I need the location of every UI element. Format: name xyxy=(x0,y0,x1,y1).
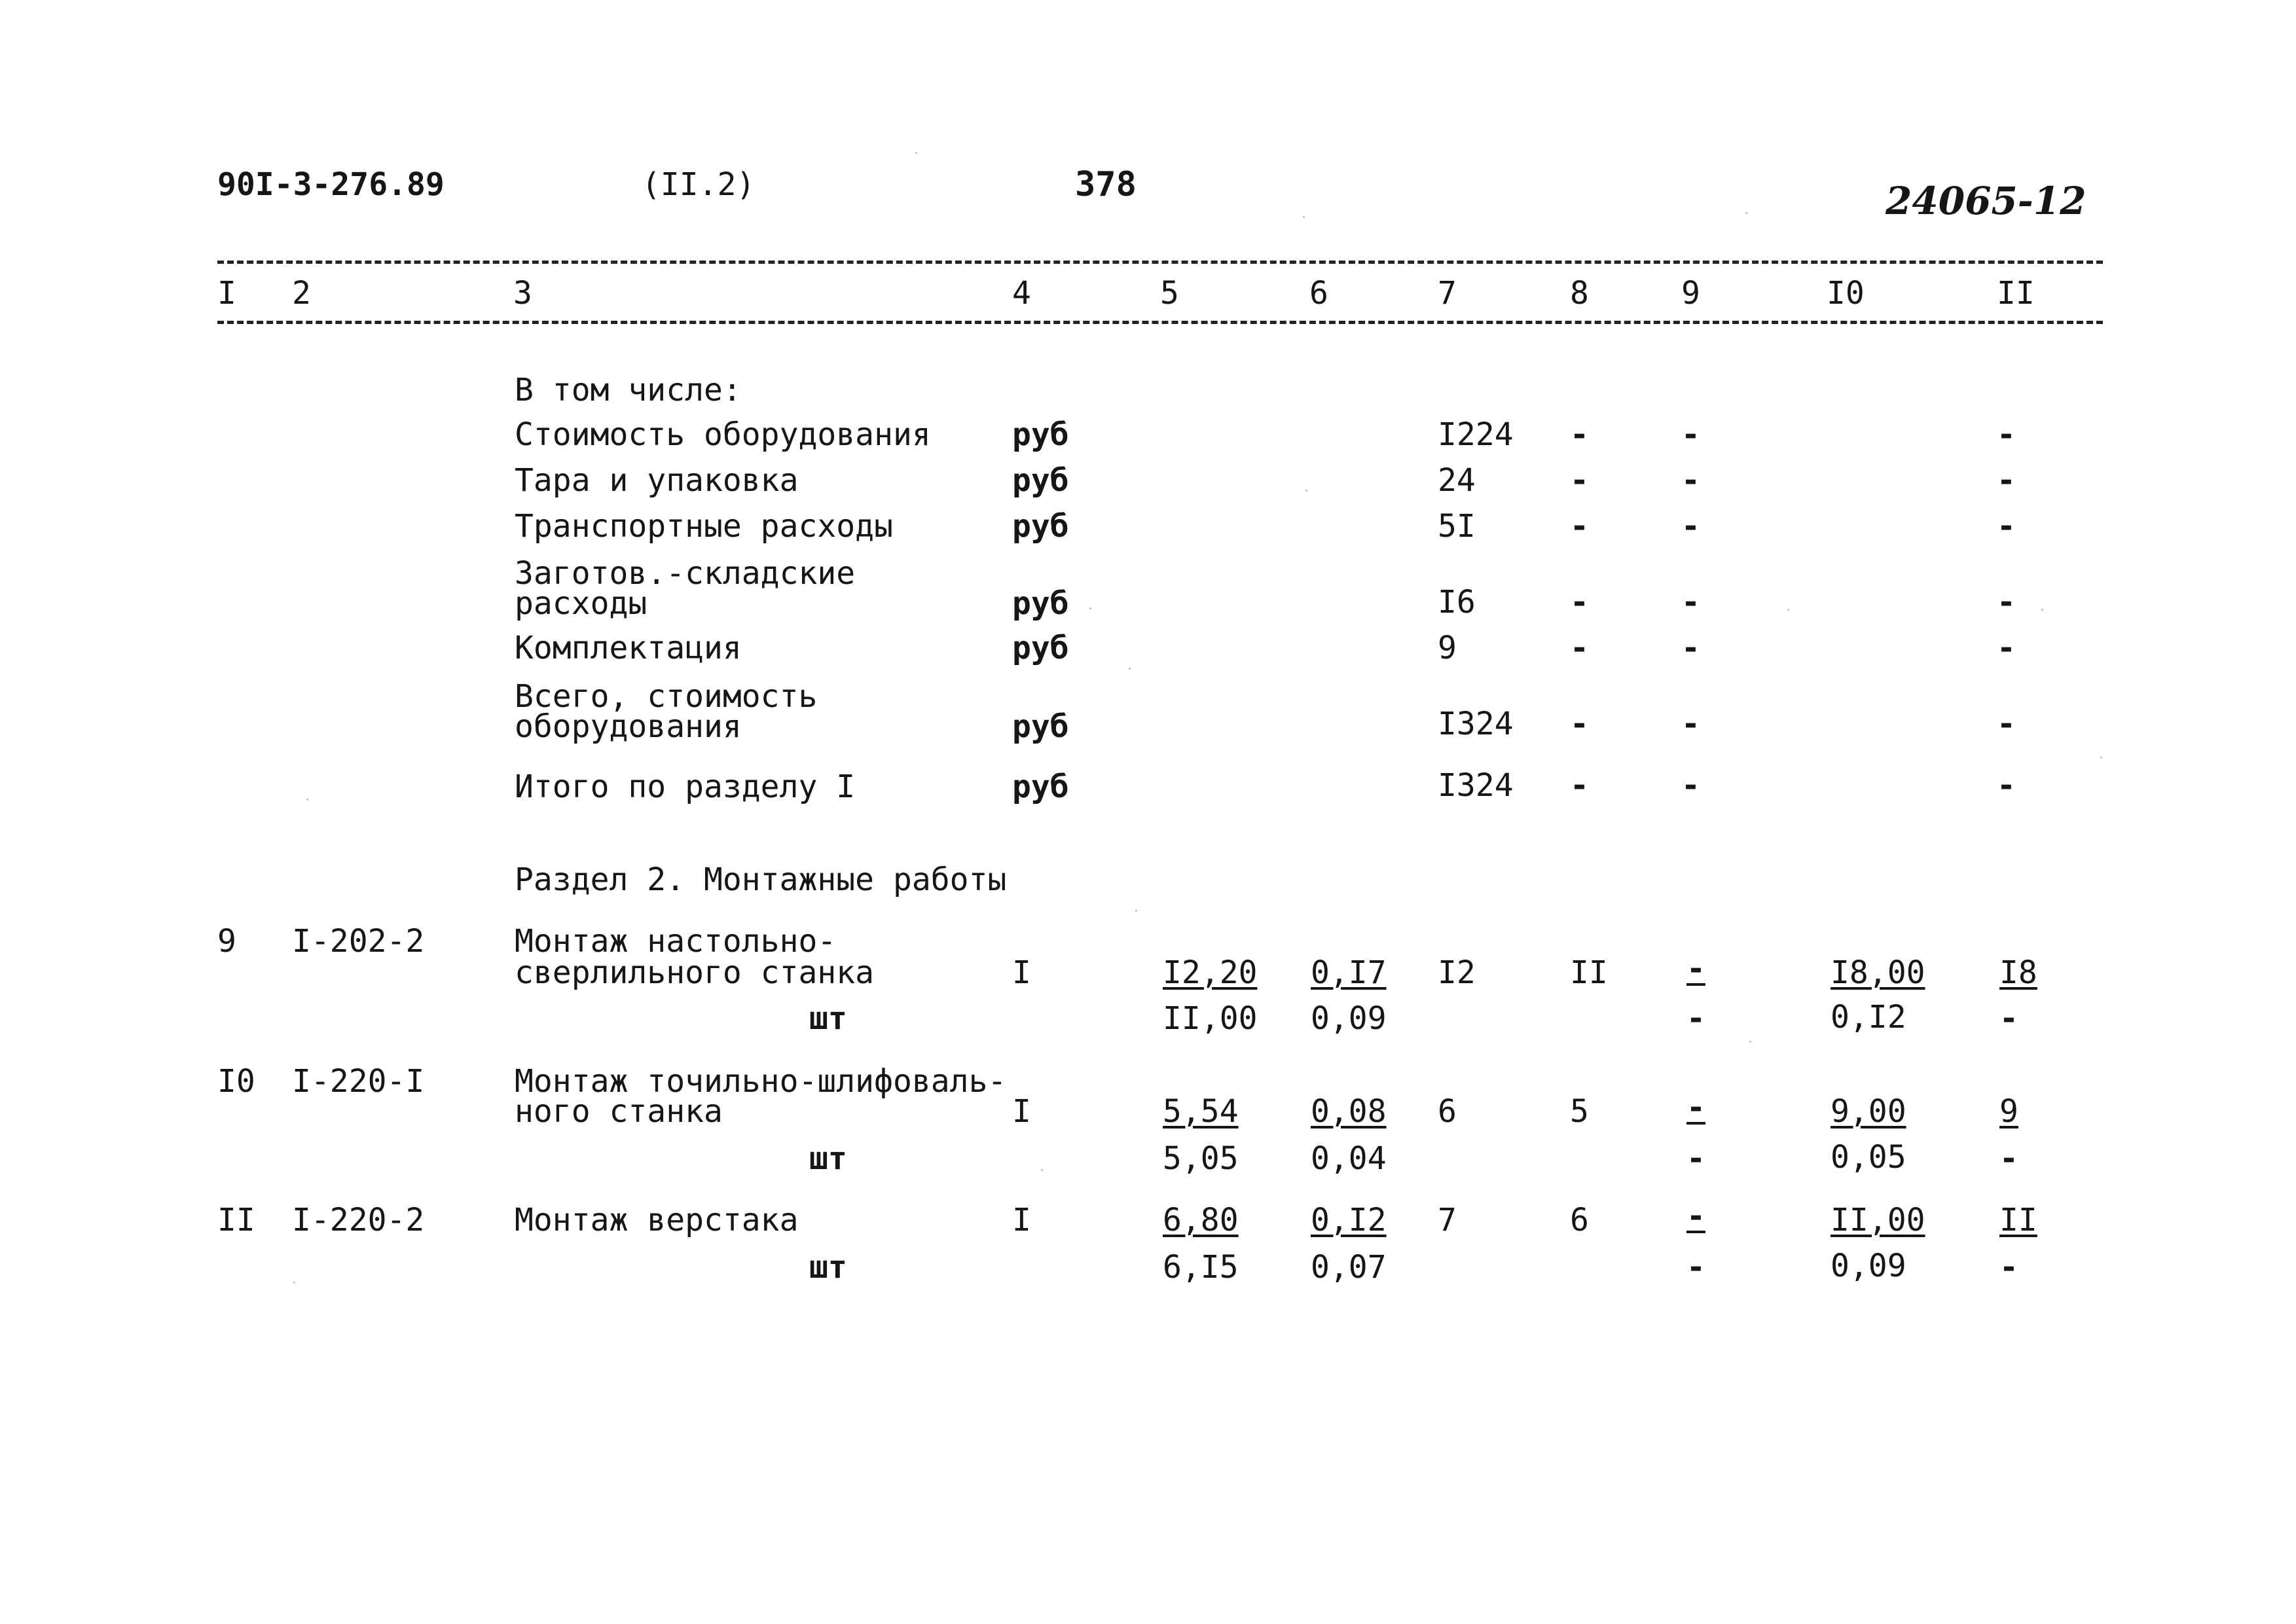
item-quantity: I xyxy=(1012,1093,1031,1130)
cost-item-col7: I6 xyxy=(1438,584,1476,621)
item-col6-bottom: 0,04 xyxy=(1311,1140,1387,1177)
cost-item-col7: 9 xyxy=(1438,630,1457,666)
item-number: II xyxy=(217,1202,255,1238)
cost-item-col8: - xyxy=(1570,508,1589,545)
section1-total-unit: руб xyxy=(1012,768,1069,805)
header-bottom-rule xyxy=(217,321,2103,324)
cost-item-col11: - xyxy=(1997,630,2016,666)
scan-speck xyxy=(1129,668,1131,670)
item-col10-top: II,00 xyxy=(1831,1202,1925,1238)
cost-item-name: Заготов.-складские xyxy=(515,555,856,592)
cost-item-col8: - xyxy=(1570,462,1589,499)
cost-item-col9: - xyxy=(1681,706,1700,742)
item-unit-label: шт xyxy=(809,1140,847,1177)
document-code: 90I-3-276.89 xyxy=(217,166,445,203)
scan-speck xyxy=(1135,910,1137,912)
item-col6-top: 0,08 xyxy=(1311,1093,1387,1130)
col-header-7: 7 xyxy=(1438,275,1457,312)
item-col8: II xyxy=(1570,954,1608,991)
item-col11-bottom: - xyxy=(1999,1140,2018,1177)
item-col11-bottom: - xyxy=(1999,1249,2018,1286)
item-name-line2: сверлильного станка xyxy=(515,954,875,991)
item-code: I-202-2 xyxy=(292,923,425,960)
scan-speck xyxy=(2100,757,2102,759)
item-name: Монтаж точильно-шлифоваль- xyxy=(515,1063,1007,1100)
item-col10-bottom: 0,05 xyxy=(1831,1139,1906,1176)
section1-intro: В том числе: xyxy=(515,372,742,408)
item-col5-bottom: 5,05 xyxy=(1163,1140,1239,1177)
col-header-9: 9 xyxy=(1681,275,1700,312)
item-col9-top: - xyxy=(1686,1198,1705,1235)
item-name: Монтаж верстака xyxy=(515,1202,799,1238)
cost-item-col9: - xyxy=(1681,416,1700,453)
item-unit-label: шт xyxy=(809,1000,847,1037)
cost-item-unit: руб xyxy=(1012,416,1069,453)
item-number: I0 xyxy=(217,1063,255,1100)
item-col9-bottom: - xyxy=(1686,1000,1705,1037)
cost-item-col9: - xyxy=(1681,508,1700,545)
scan-speck xyxy=(1041,1169,1043,1171)
scan-speck xyxy=(1787,609,1789,611)
section2-title: Раздел 2. Монтажные работы xyxy=(515,861,1007,898)
item-col11-top: II xyxy=(1999,1202,2037,1238)
cost-item-col8: - xyxy=(1570,630,1589,666)
item-col6-top: 0,I2 xyxy=(1311,1202,1387,1238)
page-number: 378 xyxy=(1075,165,1137,204)
item-col8: 5 xyxy=(1570,1093,1589,1130)
item-col6-top: 0,I7 xyxy=(1311,954,1387,991)
col-header-1: I xyxy=(217,275,236,312)
item-col9-bottom: - xyxy=(1686,1140,1705,1177)
item-col11-top: 9 xyxy=(1999,1093,2018,1130)
cost-item-col11: - xyxy=(1997,584,2016,621)
cost-item-col11: - xyxy=(1997,508,2016,545)
cost-item-col8: - xyxy=(1570,706,1589,742)
header-top-rule xyxy=(217,261,2103,264)
col-header-5: 5 xyxy=(1160,275,1179,312)
section1-total-col7: I324 xyxy=(1438,767,1514,804)
item-unit-label: шт xyxy=(809,1249,847,1286)
cost-item-name: Комплектация xyxy=(515,630,742,666)
item-col5-top: I2,20 xyxy=(1163,954,1258,991)
item-col9-top: - xyxy=(1686,1089,1705,1126)
cost-item-name: Транспортные расходы xyxy=(515,508,893,545)
cost-item-col7: 24 xyxy=(1438,462,1476,499)
item-col6-bottom: 0,07 xyxy=(1311,1249,1387,1286)
col-header-3: 3 xyxy=(513,275,532,312)
item-code: I-220-2 xyxy=(292,1202,425,1238)
cost-item-name-line2: расходы xyxy=(515,585,647,622)
cost-item-col7: 5I xyxy=(1438,508,1476,545)
col-header-2: 2 xyxy=(292,275,311,312)
item-col7: 6 xyxy=(1438,1093,1457,1130)
item-col7: 7 xyxy=(1438,1202,1457,1238)
scan-speck xyxy=(2041,609,2043,611)
item-col5-bottom: II,00 xyxy=(1163,1000,1258,1037)
item-col9-bottom: - xyxy=(1686,1249,1705,1286)
item-col5-top: 6,80 xyxy=(1163,1202,1239,1238)
item-col11-bottom: - xyxy=(1999,1000,2018,1037)
item-col9-top: - xyxy=(1686,950,1705,987)
col-header-10: I0 xyxy=(1827,275,1865,312)
cost-item-col11: - xyxy=(1997,462,2016,499)
item-code: I-220-I xyxy=(292,1063,425,1100)
handwritten-reference: 24065-12 xyxy=(1886,179,2086,223)
cost-item-col8: - xyxy=(1570,584,1589,621)
scan-speck xyxy=(915,152,917,154)
item-quantity: I xyxy=(1012,1202,1031,1238)
section-reference: (II.2) xyxy=(642,166,756,203)
cost-item-name-line2: оборудования xyxy=(515,708,742,745)
section1-total-col8: - xyxy=(1570,767,1589,804)
col-header-11: II xyxy=(1997,275,2035,312)
item-name-line2: ного станка xyxy=(515,1093,723,1130)
cost-item-unit: руб xyxy=(1012,462,1069,499)
cost-item-col9: - xyxy=(1681,630,1700,666)
scan-speck xyxy=(1089,607,1091,609)
col-header-6: 6 xyxy=(1309,275,1328,312)
item-name: Монтаж настольно- xyxy=(515,923,837,960)
scan-speck xyxy=(1749,1041,1751,1043)
cost-item-col8: - xyxy=(1570,416,1589,453)
scan-speck xyxy=(1745,212,1747,214)
item-number: 9 xyxy=(217,923,236,960)
cost-item-name: Стоимость оборудования xyxy=(515,416,931,453)
cost-item-unit: руб xyxy=(1012,508,1069,545)
col-header-8: 8 xyxy=(1570,275,1589,312)
cost-item-unit: руб xyxy=(1012,585,1069,622)
item-col7: I2 xyxy=(1438,954,1476,991)
cost-item-unit: руб xyxy=(1012,630,1069,666)
item-col10-bottom: 0,09 xyxy=(1831,1248,1906,1284)
cost-item-col9: - xyxy=(1681,584,1700,621)
item-quantity: I xyxy=(1012,954,1031,991)
item-col10-bottom: 0,I2 xyxy=(1831,999,1906,1036)
section1-total-col9: - xyxy=(1681,767,1700,804)
cost-item-col7: I224 xyxy=(1438,416,1514,453)
item-col5-bottom: 6,I5 xyxy=(1163,1249,1239,1286)
cost-item-col11: - xyxy=(1997,706,2016,742)
scan-speck xyxy=(306,799,308,801)
cost-item-col11: - xyxy=(1997,416,2016,453)
item-col10-top: 9,00 xyxy=(1831,1093,1906,1130)
cost-item-name: Всего, стоимость xyxy=(515,678,818,715)
col-header-4: 4 xyxy=(1012,275,1031,312)
cost-item-unit: руб xyxy=(1012,708,1069,745)
scan-speck xyxy=(1305,490,1307,492)
cost-item-col9: - xyxy=(1681,462,1700,499)
scan-speck xyxy=(293,1282,295,1284)
item-col11-top: I8 xyxy=(1999,954,2037,991)
section1-total-col11: - xyxy=(1997,767,2016,804)
item-col5-top: 5,54 xyxy=(1163,1093,1239,1130)
cost-item-col7: I324 xyxy=(1438,706,1514,742)
item-col8: 6 xyxy=(1570,1202,1589,1238)
item-col10-top: I8,00 xyxy=(1831,954,1925,991)
scan-speck xyxy=(1303,216,1305,218)
cost-item-name: Тара и упаковка xyxy=(515,462,799,499)
section1-total-label: Итого по разделу I xyxy=(515,768,856,805)
item-col6-bottom: 0,09 xyxy=(1311,1000,1387,1037)
